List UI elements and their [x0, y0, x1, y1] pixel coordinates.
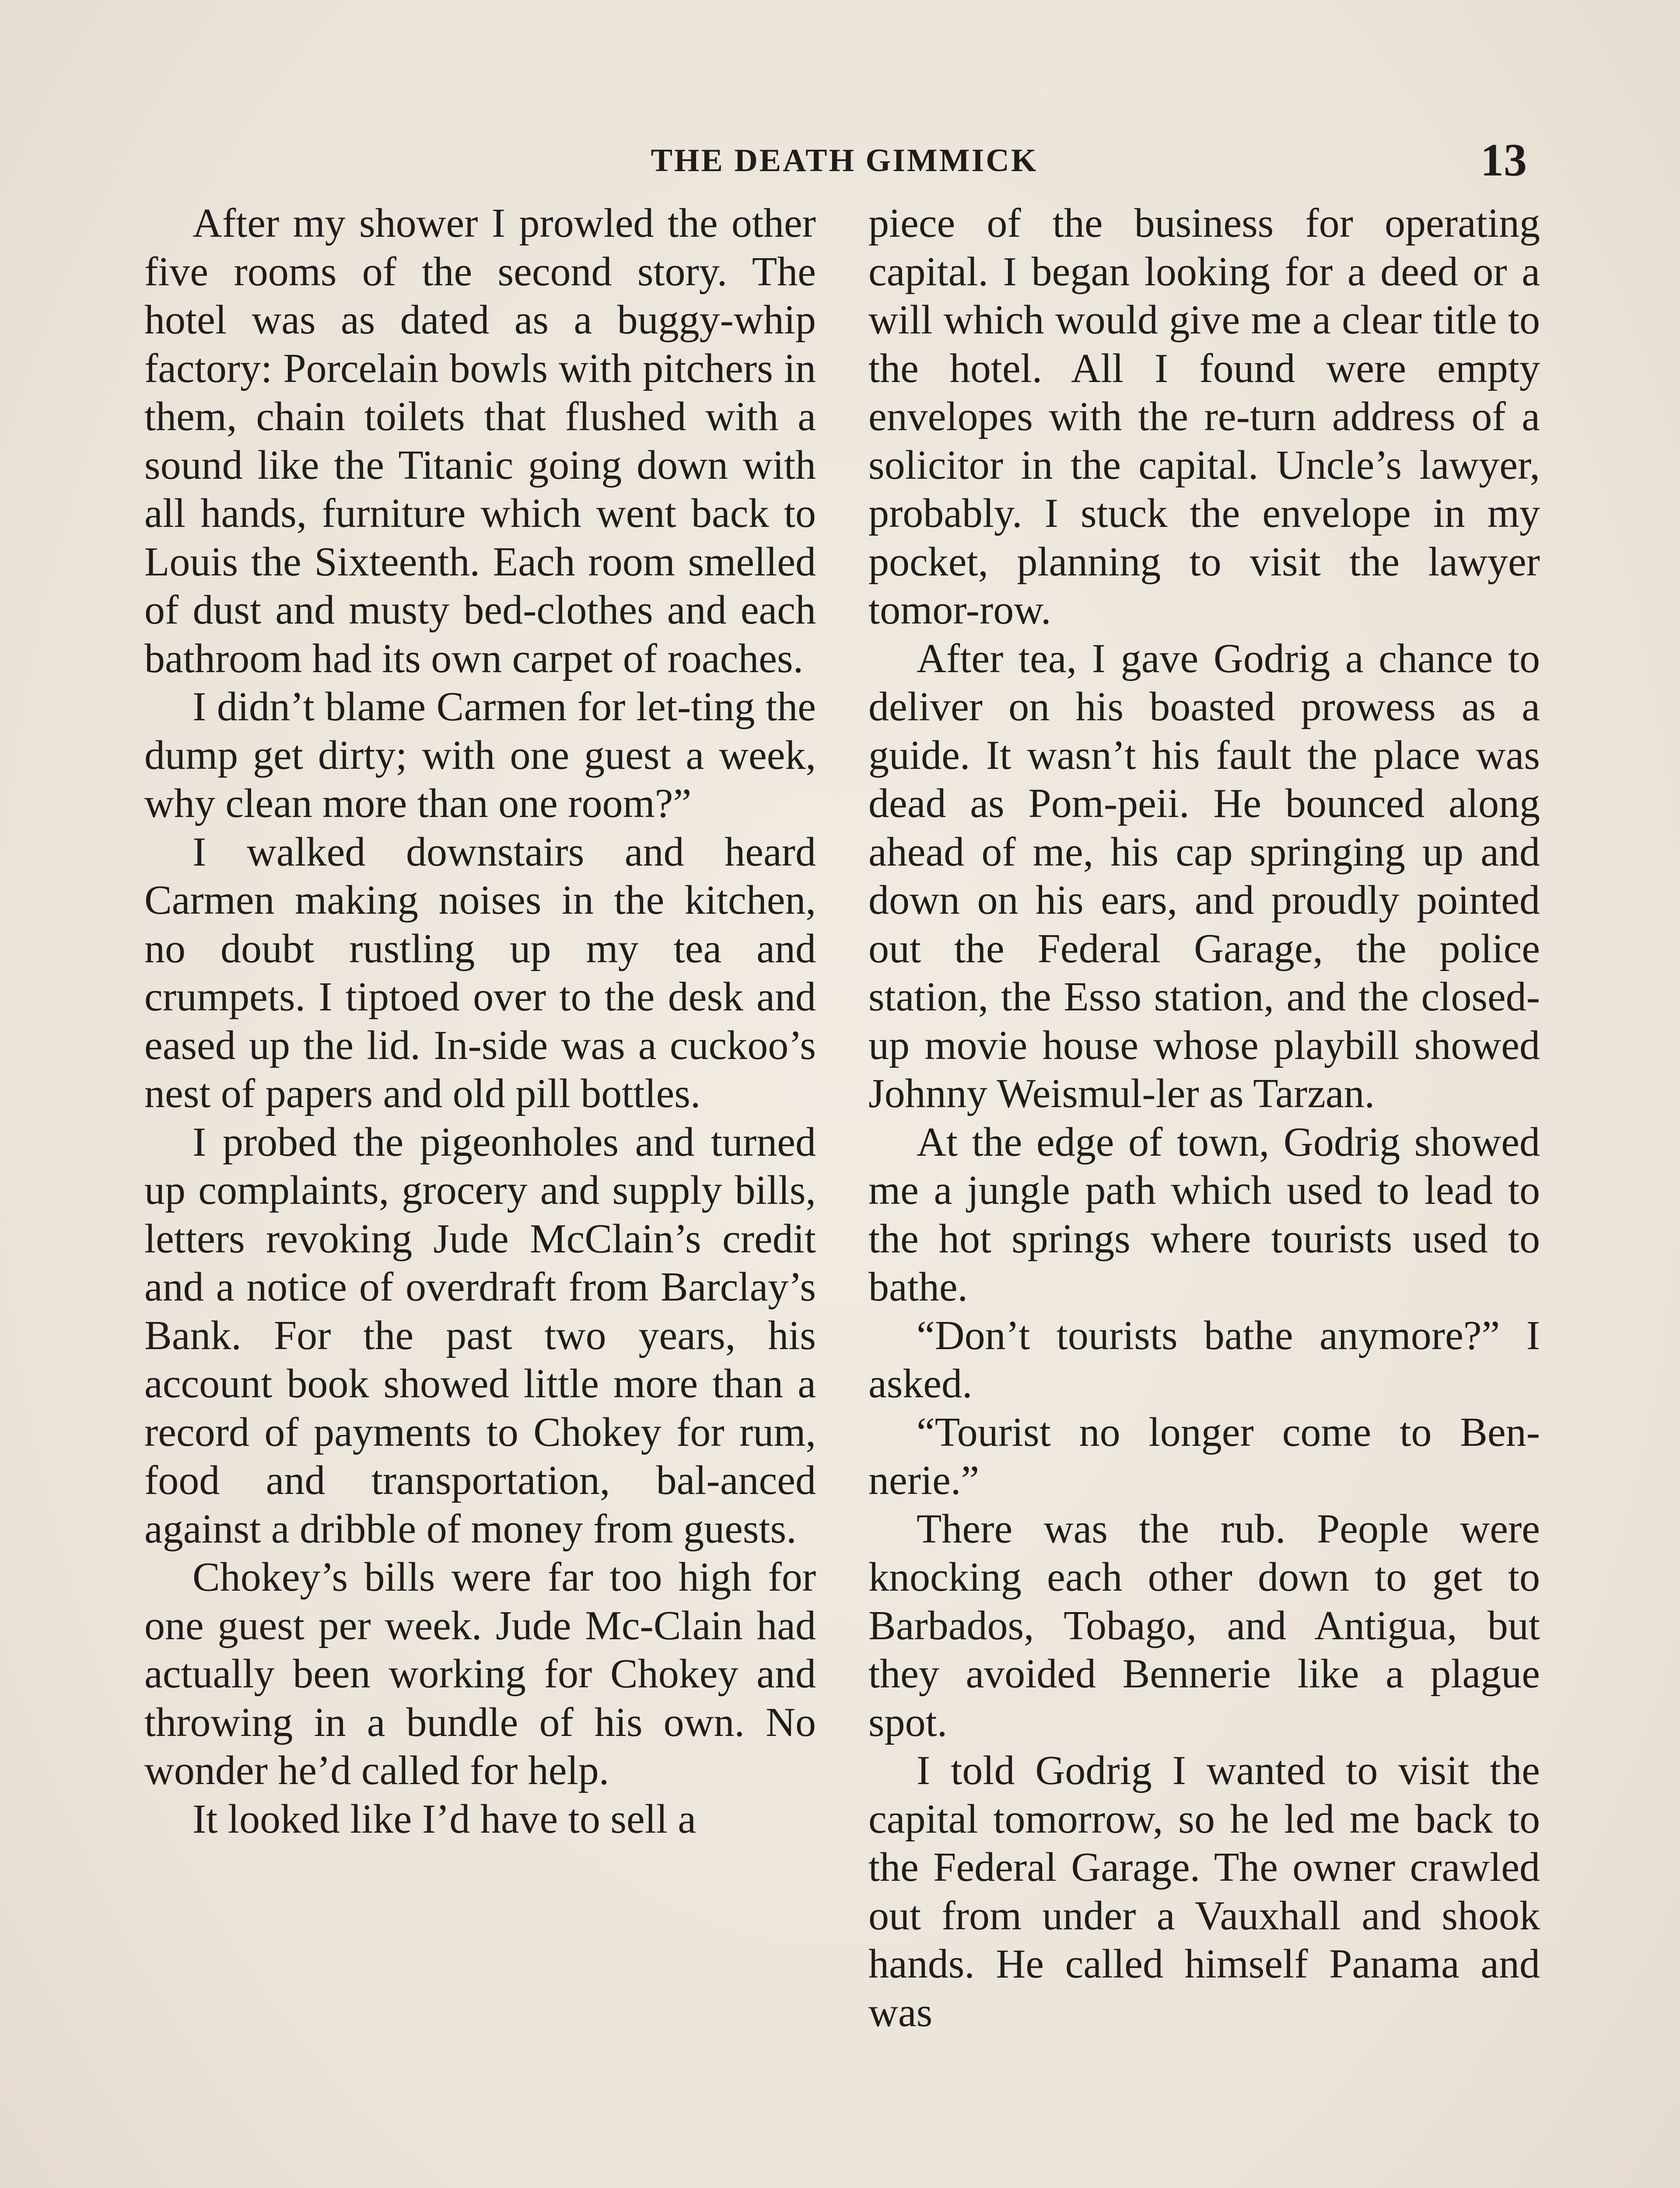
paragraph: I walked downstairs and heard Carmen making noises in the kitchen, no doubt rustling up my tea and crumpets. I tiptoed over to the desk and eased up the lid. In-side was a cuckoo’s nest of papers and old pill bottles. — [144, 829, 816, 1116]
paragraph: After my shower I prowled the other five rooms of the second story. The hotel was as dated as a buggy-whip factory: Porcelain bowls with pitchers in them, chain toilets that flushed with a sound like the Titanic going down with all hands, furniture which went back to Louis the Sixteenth. Each room smelled of dust and musty bed-clothes and each bathroom had its own carpet of roaches. — [144, 200, 816, 681]
page-number: 13 — [1480, 134, 1527, 186]
paragraph: “Tourist no longer come to Ben-nerie.” — [868, 1409, 1540, 1503]
left-column — [144, 199, 816, 1843]
page-header — [144, 133, 1544, 186]
paragraph: I told Godrig I wanted to visit the capital tomorrow, so he led me back to the Federal Garage. The owner crawled out from under a Vauxhall and shook hands. He called himself Panama and was — [868, 1748, 1540, 2035]
paragraph: At the edge of town, Godrig showed me a jungle path which used to lead to the hot springs where tourists used to bathe. — [868, 1119, 1540, 1310]
paragraph: Chokey’s bills were far too high for one guest per week. Jude Mc-Clain had actually been working for Chokey and throwing in a bundle of his own. No wonder he’d called for help. — [144, 1554, 816, 1793]
paragraph: I probed the pigeonholes and turned up complaints, grocery and supply bills, letters revoking Jude McClain’s credit and a notice of overdraft from Barclay’s Bank. For the past two years, his account book showed little more than a record of payments to Chokey for rum, food and transportation, bal-anced against a dribble of money from guests. — [144, 1119, 816, 1552]
paragraph: After tea, I gave Godrig a chance to deliver on his boasted prowess as a guide. It wasn’t his fault the place was dead as Pom-peii. He bounced along ahead of me, his cap springing up and down on his ears, and proudly pointed out the Federal Garage, the police station, the Esso station, and the closed-up movie house whose playbill showed Johnny Weismul-ler as Tarzan. — [868, 635, 1540, 1116]
paragraph: There was the rub. People were knocking each other down to get to Barbados, Tobago, and Antigua, but they avoided Bennerie like a plague spot. — [868, 1506, 1540, 1745]
paragraph: I didn’t blame Carmen for let-ting the dump get dirty; with one guest a week, why clean more than one room?” — [144, 684, 816, 826]
right-column — [868, 199, 1540, 2037]
paragraph: piece of the business for operating capital. I began looking for a deed or a will which would give me a clear title to the hotel. All I found were empty envelopes with the re-turn address of a solicitor in the capital. Uncle’s lawyer, probably. I stuck the envelope in my pocket, planning to visit the lawyer tomor-row. — [868, 200, 1540, 633]
paragraph: “Don’t tourists bathe anymore?” I asked. — [868, 1312, 1540, 1406]
running-title: THE DEATH GIMMICK — [651, 143, 1038, 179]
paragraph: It looked like I’d have to sell a — [192, 1796, 696, 1842]
